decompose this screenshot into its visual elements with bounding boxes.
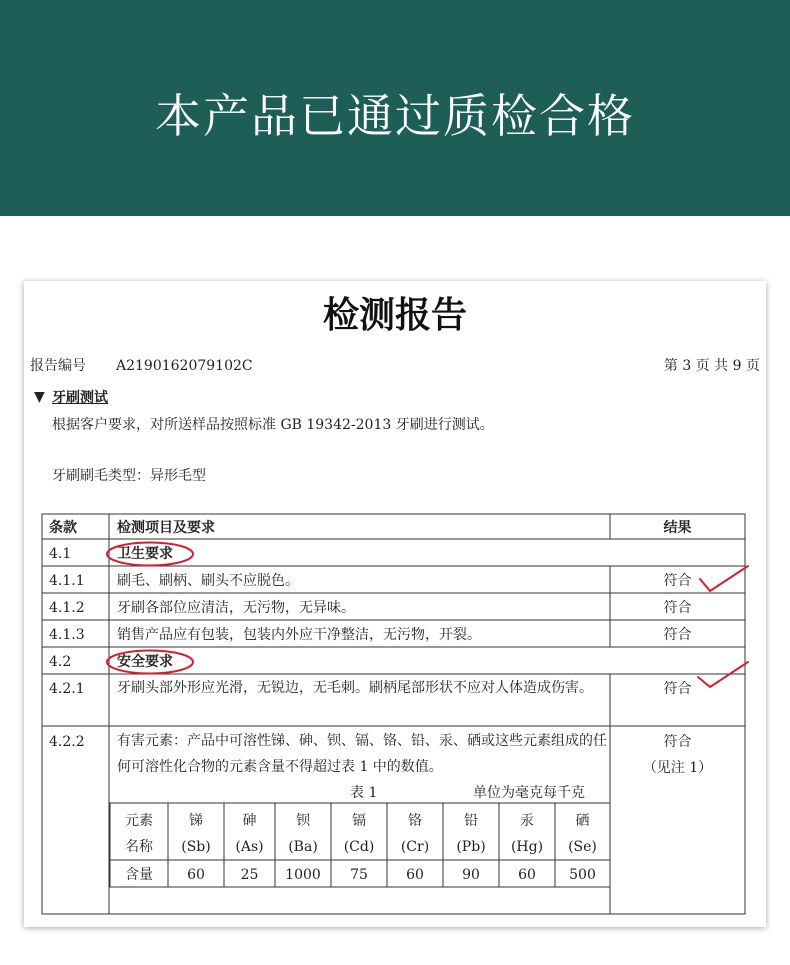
row-item: 牙刷头部外形应光滑，无锐边，无毛刺。刷柄尾部形状不应对人体造成伤害。 [117, 680, 593, 696]
element-name: 锑 [189, 813, 203, 829]
row-result: 符合 [663, 734, 692, 750]
element-symbol: (Cd) [343, 839, 375, 855]
element-name: 镉 [352, 813, 366, 829]
row-result: 符合 [663, 600, 692, 616]
row-clause: 4.1.2 [49, 600, 85, 616]
element-value: 1000 [285, 867, 321, 883]
element-value: 60 [187, 867, 205, 883]
sub-table-unit: 单位为毫克每千克 [473, 785, 585, 801]
row-item: 刷毛、刷柄、刷头不应脱色。 [117, 573, 299, 589]
element-value: 90 [462, 867, 480, 883]
row-note: （见注 1） [642, 760, 713, 776]
sub-table-caption: 表 1 [350, 785, 378, 801]
report-number: A2190162079102C [116, 358, 253, 374]
page-info: 第 3 页 共 9 页 [663, 358, 760, 374]
element-value: 60 [406, 867, 424, 883]
element-value: 500 [569, 867, 596, 883]
row-result: 符合 [663, 681, 692, 697]
row-result: 符合 [663, 627, 692, 643]
header-banner [0, 0, 790, 216]
element-value: 75 [350, 867, 368, 883]
test-report-document [24, 281, 766, 927]
row-item: 牙刷各部位应清洁，无污物，无异味。 [117, 600, 355, 616]
element-symbol: (Pb) [456, 839, 486, 855]
row-item: 卫生要求 [117, 546, 173, 562]
row-clause: 4.1.1 [49, 573, 85, 589]
report-number-label: 报告编号 [30, 358, 86, 374]
section-title: 牙刷测试 [52, 390, 108, 406]
row-clause: 4.2 [49, 654, 72, 670]
row-result: 符合 [663, 573, 692, 589]
section-marker: ▼ [34, 389, 45, 405]
element-value: 60 [518, 867, 536, 883]
row-item: 安全要求 [117, 654, 173, 670]
sub-label-element: 元素 [125, 813, 153, 829]
check-mark-icon [698, 563, 750, 595]
element-name: 铬 [408, 813, 422, 829]
element-name: 钡 [296, 813, 310, 829]
row-clause: 4.2.2 [49, 734, 85, 750]
banner-title: 本产品已通过质检合格 [155, 89, 635, 143]
element-symbol: (Ba) [288, 839, 318, 855]
header-item: 检测项目及要求 [117, 520, 215, 536]
bristle-type: 牙刷刷毛类型：异形毛型 [52, 468, 206, 484]
sub-label-content: 含量 [125, 867, 153, 883]
element-name: 汞 [520, 813, 534, 829]
element-name: 硒 [575, 813, 590, 829]
report-title: 检测报告 [322, 295, 467, 336]
row-item: 有害元素：产品中可溶性锑、砷、钡、镉、铬、铅、汞、硒或这些元素组成的任何可溶性化合物的元素含量不得超过表 1 中的数值。 [117, 733, 607, 775]
row-clause: 4.2.1 [49, 681, 85, 697]
header-clause: 条款 [49, 520, 77, 536]
element-symbol: (Hg) [510, 839, 544, 855]
sub-label-name: 名称 [125, 839, 153, 855]
row-clause: 4.1.3 [49, 627, 85, 643]
test-intro: 根据客户要求，对所送样品按照标准 GB 19342-2013 牙刷进行测试。 [52, 417, 494, 433]
row-clause: 4.1 [49, 546, 72, 562]
highlight-oval-safety [104, 648, 196, 676]
header-result: 结果 [663, 520, 692, 536]
element-name: 铅 [464, 813, 478, 829]
element-symbol: (As) [235, 839, 264, 855]
row-item: 销售产品应有包装，包装内外应干净整洁，无污物，开裂。 [117, 627, 481, 643]
highlight-oval-hygiene [104, 540, 196, 568]
element-name: 砷 [242, 813, 257, 829]
check-mark-icon [696, 659, 750, 691]
element-symbol: (Se) [568, 839, 597, 855]
element-symbol: (Sb) [181, 839, 211, 855]
element-symbol: (Cr) [400, 839, 430, 855]
element-value: 25 [240, 867, 259, 883]
